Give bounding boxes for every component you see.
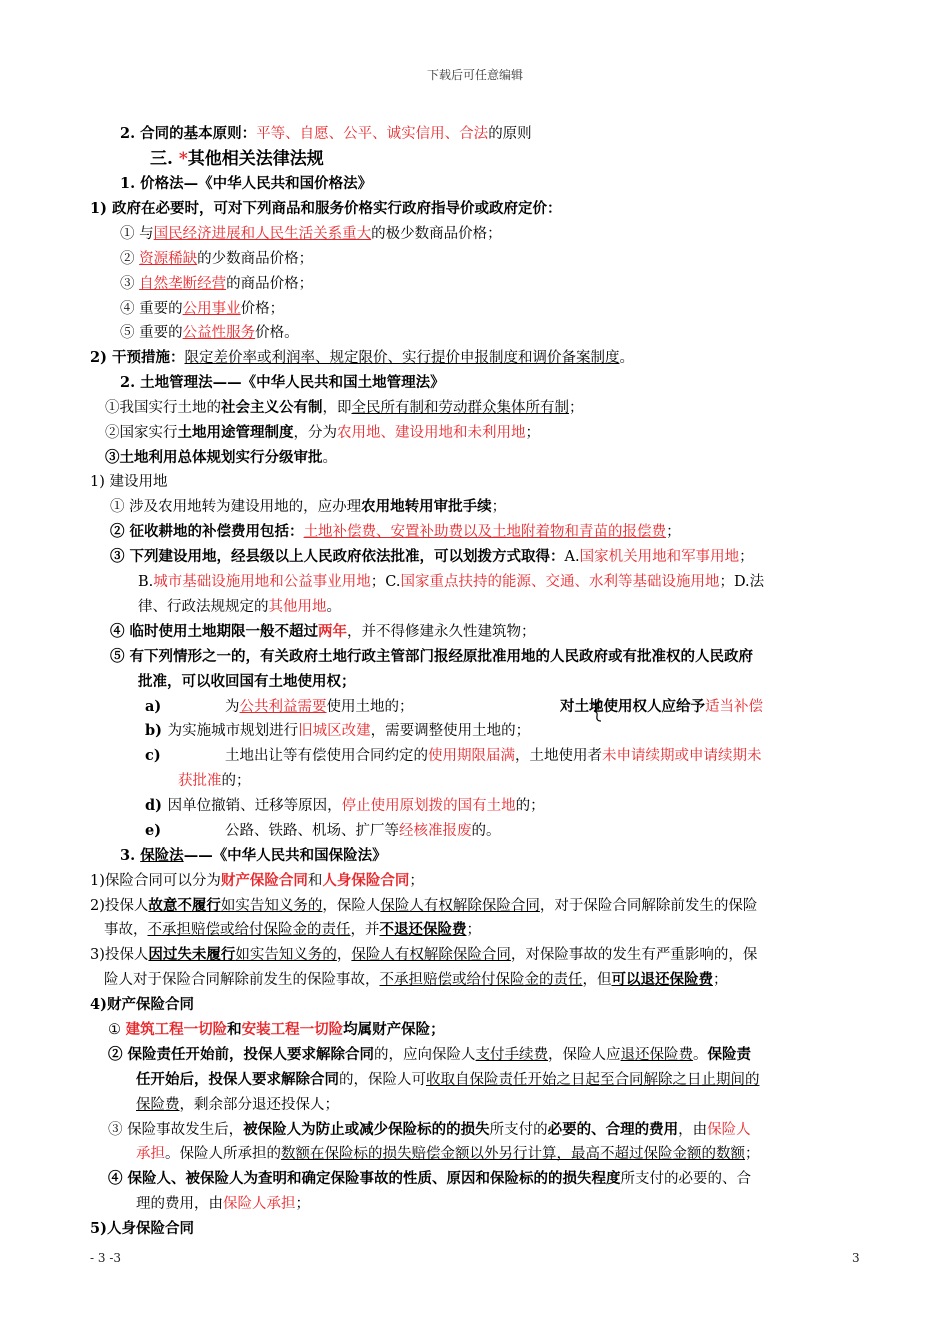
text-run: ； bbox=[713, 972, 728, 988]
text-run: ② 保险责任开始前，投保人要求解除合同 bbox=[108, 1046, 375, 1063]
line-pi-3b bbox=[136, 1144, 760, 1164]
text-run: ⑤ 有下列情形之一的，有关政府土地行政主管部门报经原批准用地的人民政府或有批准权的人民政府 bbox=[110, 648, 754, 665]
text-run: 土地补偿费、安置补助费以及土地附着物和青苗的报偿费 bbox=[303, 524, 667, 540]
text-run: 。 bbox=[619, 350, 634, 366]
text-run: ，需要调整使用土地的； bbox=[370, 723, 531, 739]
line-cl-3c bbox=[138, 597, 341, 617]
text-run: ⑤ 重要的 bbox=[120, 325, 183, 341]
line-price-item-2 bbox=[120, 249, 313, 269]
text-run: ，分为 bbox=[293, 425, 337, 441]
text-run: 国民经济进展和人民生活关系重大 bbox=[153, 226, 372, 242]
text-run: 的。 bbox=[471, 823, 501, 839]
text-run: 旧城区改建 bbox=[298, 723, 371, 739]
text-run: 资源稀缺 bbox=[139, 251, 198, 267]
text-run: ，对于保险合同解除前发生的保险 bbox=[539, 898, 758, 914]
line-price-item-5 bbox=[120, 323, 299, 343]
line-compensation-note bbox=[560, 697, 763, 717]
text-run: 人身保险合同 bbox=[322, 872, 410, 889]
text-run: 国家重点扶持的能源、交通、水利等基础设施用地 bbox=[400, 574, 720, 590]
text-run: ，剩余部分退还投保人； bbox=[179, 1097, 339, 1113]
text-run: ，保险人应 bbox=[548, 1047, 621, 1063]
text-run: 对土地使用权人应给予 bbox=[560, 698, 705, 715]
text-run: ② bbox=[120, 251, 140, 267]
line-construction-land bbox=[90, 472, 168, 492]
text-run: 1. 价格法—《中华人民共和国价格法》 bbox=[120, 175, 373, 192]
text-run: 数额在保险标的损失赔偿金额以外另行计算，最高不超过保险金额的数额 bbox=[281, 1146, 745, 1162]
line-ins-1 bbox=[90, 871, 424, 891]
text-run: ， bbox=[336, 947, 352, 963]
text-run: 的原则 bbox=[488, 126, 532, 142]
line-pi-3 bbox=[108, 1120, 751, 1140]
text-run: ； bbox=[745, 1146, 760, 1162]
text-run: 和 bbox=[307, 873, 323, 889]
text-run: 2. 合同的基本原则： bbox=[120, 125, 257, 142]
text-run: 。 bbox=[693, 1047, 708, 1063]
text-run: 不承担赔偿或给付保险金的责任 bbox=[147, 922, 351, 938]
text-run: 使用期限届满 bbox=[428, 748, 515, 764]
line-life-ins bbox=[90, 1219, 194, 1239]
text-run: ； bbox=[295, 1196, 310, 1212]
text-run: 。 bbox=[326, 599, 341, 615]
text-run: 公路、铁路、机场、扩厂等 bbox=[225, 823, 399, 839]
text-run: 建筑工程一切险 bbox=[125, 1021, 228, 1038]
line-price-item-1 bbox=[120, 224, 502, 244]
text-run: d) bbox=[145, 797, 162, 814]
line-intervention bbox=[90, 348, 634, 368]
text-run: ①我国实行土地的 bbox=[105, 400, 221, 416]
text-run: 的，应向保险人 bbox=[374, 1047, 476, 1063]
text-run: 其他相关法律法规 bbox=[187, 149, 324, 169]
text-run: b) bbox=[145, 722, 162, 739]
line-ins-2b bbox=[104, 920, 481, 940]
text-run: 理的费用，由 bbox=[136, 1196, 223, 1212]
text-run: 获批准 bbox=[178, 773, 222, 789]
line-cl-4 bbox=[110, 622, 536, 642]
line-recover-a bbox=[145, 697, 414, 717]
text-run: 全民所有制和劳动群众集体所有制 bbox=[351, 400, 569, 416]
line-pi-2b bbox=[136, 1070, 760, 1090]
text-run: ① 与 bbox=[120, 226, 154, 242]
text-run: 均属财产保险； bbox=[343, 1021, 445, 1038]
line-land-2 bbox=[105, 423, 540, 443]
text-run: 4)财产保险合同 bbox=[90, 996, 194, 1013]
text-run: 未申请续期或申请续期未 bbox=[602, 748, 762, 764]
line-cl-5b bbox=[138, 672, 356, 692]
text-run: 因单位撤销、迁移等原因， bbox=[163, 798, 342, 814]
text-run: 批准，可以收回国有土地使用权； bbox=[138, 673, 356, 690]
text-run: 城市基础设施用地和公益事业用地 bbox=[153, 574, 371, 590]
text-run: A. bbox=[564, 549, 580, 565]
line-land-law bbox=[120, 373, 445, 393]
text-run: 的，保险人可 bbox=[339, 1072, 426, 1088]
line-insurance-law bbox=[120, 846, 387, 866]
line-land-3 bbox=[105, 448, 337, 468]
line-ins-3 bbox=[90, 945, 757, 965]
text-run: 公用事业 bbox=[182, 301, 241, 317]
text-run: 公益性服务 bbox=[182, 325, 256, 341]
footer-page-number: 3 bbox=[852, 1251, 860, 1265]
text-run: 5)人身保险合同 bbox=[90, 1220, 194, 1237]
text-run: 国家机关用地和军事用地 bbox=[579, 549, 740, 565]
text-run: 3. bbox=[120, 847, 141, 864]
text-run: 不承担赔偿或给付保险金的责任 bbox=[379, 972, 583, 988]
text-run: ③土地利用总体规划实行分级审批 bbox=[105, 449, 323, 466]
text-run: 价格。 bbox=[255, 325, 299, 341]
text-run: 安装工程一切险 bbox=[241, 1021, 344, 1038]
text-run: * bbox=[178, 149, 188, 169]
line-property-ins bbox=[90, 995, 194, 1015]
text-run: ④ 临时使用土地期限一般不超过 bbox=[110, 623, 319, 640]
text-run: ； bbox=[491, 499, 507, 515]
line-ins-2 bbox=[90, 896, 757, 916]
text-run: ② 征收耕地的补偿费用包括： bbox=[110, 523, 304, 540]
text-run: 平等、自愿、公平、诚实信用、合法 bbox=[256, 126, 489, 142]
text-run: 限定差价率或利润率、规定限价、实行提价申报制度和调价备案制度 bbox=[184, 350, 620, 366]
line-pi-4 bbox=[108, 1169, 751, 1189]
page-header: 下载后可任意编辑 bbox=[426, 68, 523, 82]
text-run: 其他用地 bbox=[268, 599, 327, 615]
text-run: 的极少数商品价格； bbox=[371, 226, 502, 242]
text-run: 社会主义公有制 bbox=[221, 399, 323, 416]
line-cl-3 bbox=[110, 547, 754, 567]
text-run: 2) 干预措施： bbox=[90, 349, 185, 366]
text-run: 保险费 bbox=[136, 1097, 180, 1113]
text-run: 保险人 bbox=[707, 1122, 751, 1138]
text-run: 停止使用原划拨的国有土地 bbox=[341, 798, 516, 814]
text-run: 的少数商品价格； bbox=[197, 251, 314, 267]
text-run: ，并 bbox=[350, 922, 380, 938]
text-run: ，保险人 bbox=[322, 898, 381, 914]
text-run: 土地出让等有偿使用合同约定的 bbox=[225, 748, 428, 764]
line-cl-5 bbox=[110, 647, 753, 667]
line-contract-principles bbox=[120, 124, 532, 144]
text-run: 适当补偿 bbox=[705, 699, 763, 715]
text-run: 保险责 bbox=[707, 1046, 752, 1063]
text-run: 如实告知义务的 bbox=[235, 947, 337, 963]
text-run: 险人对于保险合同解除前发生的保险事故， bbox=[104, 972, 380, 988]
text-run: ① bbox=[108, 1022, 126, 1038]
text-run: ，并不得修建永久性建筑物； bbox=[347, 624, 536, 640]
line-recover-d bbox=[145, 796, 545, 816]
text-run: 2)投保人 bbox=[90, 898, 149, 914]
text-run: 1) 政府在必要时，可对下列商品和服务价格实行政府指导价或政府定价： bbox=[90, 200, 562, 217]
line-land-1 bbox=[105, 398, 584, 418]
text-run: 和 bbox=[227, 1021, 242, 1038]
line-pi-2c bbox=[136, 1095, 339, 1115]
text-run: ； bbox=[666, 524, 681, 540]
brace-icon bbox=[593, 700, 603, 722]
text-run: 农用地转用审批手续 bbox=[361, 498, 492, 515]
line-gov-pricing bbox=[90, 199, 562, 219]
text-run: 保险法 bbox=[140, 847, 184, 864]
text-run: a) bbox=[145, 698, 162, 715]
text-run: ——《中华人民共和国保险法》 bbox=[183, 847, 387, 864]
line-price-law bbox=[120, 174, 372, 194]
text-run: 所支付的 bbox=[489, 1122, 548, 1138]
text-run: ，土地使用者 bbox=[515, 748, 602, 764]
text-run: 两年 bbox=[318, 623, 348, 640]
text-run: 保险人有权解除保险合同 bbox=[380, 898, 540, 914]
text-run: 因过失未履行 bbox=[148, 946, 236, 963]
line-section-three bbox=[150, 149, 324, 170]
text-run: ；D.法 bbox=[719, 574, 765, 590]
text-run: 不退还保险费 bbox=[379, 921, 467, 938]
text-run: 。保险人所承担的 bbox=[165, 1146, 281, 1162]
text-run: ③ bbox=[120, 276, 140, 292]
text-run: 2. 土地管理法——《中华人民共和国土地管理法》 bbox=[120, 374, 445, 391]
line-price-item-4 bbox=[120, 299, 284, 319]
text-run: B. bbox=[138, 574, 154, 590]
line-cl-3b bbox=[138, 572, 764, 592]
text-run: ，即 bbox=[322, 400, 352, 416]
text-run: 土地用途管理制度 bbox=[177, 424, 294, 441]
text-run: 如实告知义务的 bbox=[220, 898, 323, 914]
line-price-item-3 bbox=[120, 274, 313, 294]
text-run: ；C. bbox=[370, 574, 401, 590]
text-run: 保险人承担 bbox=[223, 1196, 296, 1212]
text-run: 价格； bbox=[240, 301, 285, 317]
text-run: 。 bbox=[322, 450, 337, 466]
text-run: 农用地、建设用地和未利用地 bbox=[337, 425, 526, 441]
text-run: 律、行政法规规定的 bbox=[138, 599, 269, 615]
text-run: 所支付的必要的、合 bbox=[620, 1171, 752, 1187]
line-recover-e bbox=[145, 821, 501, 841]
text-run: 使用土地的； bbox=[326, 699, 414, 715]
line-cl-2 bbox=[110, 522, 681, 542]
text-run: 1) 建设用地 bbox=[90, 474, 168, 490]
text-run: 公共利益需要 bbox=[239, 699, 327, 715]
text-run: e) bbox=[145, 822, 162, 839]
text-run: c) bbox=[145, 747, 161, 764]
text-run: 财产保险合同 bbox=[220, 872, 308, 889]
text-run: ③ 保险事故发生后， bbox=[108, 1122, 244, 1138]
text-run: 经核准报废 bbox=[399, 823, 472, 839]
text-run: 可以退还保险费 bbox=[611, 971, 713, 988]
text-run: ； bbox=[409, 873, 424, 889]
text-run: 的； bbox=[515, 798, 545, 814]
text-run: 支付手续费 bbox=[475, 1047, 549, 1063]
text-run: 的商品价格； bbox=[226, 276, 314, 292]
text-run: ； bbox=[466, 922, 481, 938]
text-run: 三. bbox=[150, 149, 179, 169]
text-run: ； bbox=[569, 400, 584, 416]
text-run: 自然垄断经营 bbox=[139, 276, 227, 292]
text-run: 故意不履行 bbox=[148, 897, 221, 914]
text-run: ④ 重要的 bbox=[120, 301, 183, 317]
text-run: ，对保险事故的发生有严重影响的，保 bbox=[510, 947, 758, 963]
line-recover-c bbox=[145, 746, 762, 766]
line-recover-c2 bbox=[178, 771, 251, 791]
text-run: ； bbox=[739, 549, 754, 565]
text-run: 的； bbox=[221, 773, 251, 789]
text-run: 事故， bbox=[104, 922, 148, 938]
text-run: ① 涉及农用地转为建设用地的，应办理 bbox=[110, 499, 362, 515]
footer-left: - 3 -3 bbox=[90, 1251, 122, 1265]
text-run: 为实施城市规划进行 bbox=[163, 723, 299, 739]
line-pi-2 bbox=[108, 1045, 751, 1065]
text-run: 必要的、合理的费用 bbox=[547, 1121, 679, 1138]
text-run: 退还保险费 bbox=[620, 1047, 694, 1063]
text-run: 承担 bbox=[136, 1146, 165, 1162]
text-run: ； bbox=[525, 425, 540, 441]
line-pi-4b bbox=[136, 1194, 310, 1214]
text-run: ③ 下列建设用地，经县级以上人民政府依法批准，可以划拨方式取得： bbox=[110, 548, 565, 565]
text-run: ④ 保险人、被保险人为查明和确定保险事故的性质、原因和保险标的的损失程度 bbox=[108, 1170, 621, 1187]
text-run: 收取自保险责任开始之日起至合同解除之日止期间的 bbox=[426, 1072, 760, 1088]
text-run: ②国家实行 bbox=[105, 425, 178, 441]
line-ins-3b bbox=[104, 970, 728, 990]
text-run: ，由 bbox=[678, 1122, 708, 1138]
line-pi-1 bbox=[108, 1020, 445, 1040]
text-run: 被保险人为防止或减少保险标的的损失 bbox=[243, 1121, 490, 1138]
text-run: 1)保险合同可以分为 bbox=[90, 873, 221, 889]
line-recover-b bbox=[145, 721, 530, 741]
line-cl-1 bbox=[110, 497, 506, 517]
text-run: 为 bbox=[225, 699, 240, 715]
text-run: 任开始后，投保人要求解除合同 bbox=[136, 1071, 339, 1088]
text-run: 3)投保人 bbox=[90, 947, 149, 963]
text-run: ，但 bbox=[582, 972, 612, 988]
text-run: 保险人有权解除保险合同 bbox=[351, 947, 511, 963]
